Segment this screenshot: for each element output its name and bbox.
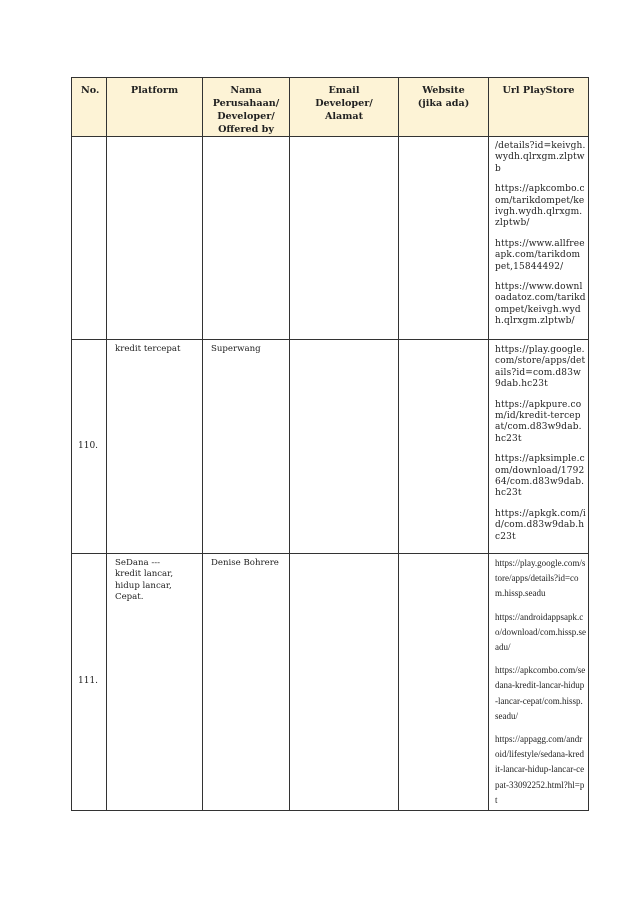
url-link[interactable]: https://androidappsapk.co/download/com.hissp.seadu/ xyxy=(495,611,586,653)
table-row xyxy=(72,340,589,554)
header-row xyxy=(72,78,589,137)
url-link[interactable]: https://www.downloadatoz.com/tarikdompet/keivgh.wydh.qlrxgm.zlptwb/ xyxy=(495,282,586,327)
url-link[interactable]: /details?id=keivgh.wydh.qlrxgm.zlptwb xyxy=(495,141,586,174)
website-cell xyxy=(399,554,489,811)
company-cell: Denise Bohrere xyxy=(211,558,279,568)
row-number: 111. xyxy=(72,554,107,811)
playstore-url-list xyxy=(489,340,588,543)
url-link[interactable]: https://apkcombo.com/sedana-kredit-lancar-hidup-lancar-cepat/com.hissp.seadu/ xyxy=(495,665,586,721)
url-link[interactable]: https://apkcombo.com/tarikdompet/keivgh.wydh.qlrxgm.zlptwb/ xyxy=(495,184,585,229)
header-company: Nama Perusahaan/ Developer/ Offered by xyxy=(203,78,290,137)
playstore-url-list xyxy=(489,137,588,328)
website-cell xyxy=(399,137,489,340)
header-playstore: Url PlayStore xyxy=(489,78,589,137)
email-cell xyxy=(290,554,399,811)
url-link[interactable]: https://www.allfreeapk.com/tarikdompet,15844492/ xyxy=(495,238,585,272)
header-platform: Platform xyxy=(107,78,203,137)
url-link[interactable]: https://play.google.com/store/apps/details?id=com.d83w9dab.hc23t xyxy=(495,345,586,390)
header-no: No. xyxy=(72,78,107,137)
company-cell: Superwang xyxy=(211,344,261,354)
url-link[interactable]: https://apkgk.com/id/com.d83w9dab.hc23t xyxy=(495,508,586,542)
header-website: Website (jika ada) xyxy=(399,78,489,137)
row-number xyxy=(72,137,107,340)
email-cell xyxy=(290,137,399,340)
table-row xyxy=(72,137,589,340)
website-cell xyxy=(399,340,489,554)
header-email: Email Developer/ Alamat xyxy=(290,78,399,137)
url-link[interactable]: https://apkpure.com/id/kredit-tercepat/com.d83w9dab.hc23t xyxy=(495,399,582,444)
email-cell xyxy=(290,340,399,554)
platform-cell xyxy=(107,137,202,141)
table-row xyxy=(72,554,589,811)
url-link[interactable]: https://appagg.com/android/lifestyle/sedana-kredit-lancar-hidup-lancar-cepat-33092252.html?hl=pt xyxy=(495,734,585,805)
url-link[interactable]: https://play.google.com/store/apps/details?id=com.hissp.seadu xyxy=(495,558,586,599)
platform-cell: kredit tercepat xyxy=(115,344,181,354)
platform-cell: SeDana --- kredit lancar, hidup lancar, Cepat. xyxy=(115,558,174,603)
url-link[interactable]: https://apksimple.com/download/179264/com.d83w9dab.hc23t xyxy=(495,454,585,499)
company-cell xyxy=(203,137,289,141)
playstore-url-list xyxy=(489,554,588,808)
row-number: 110. xyxy=(72,340,107,554)
app-list-table xyxy=(71,77,589,811)
